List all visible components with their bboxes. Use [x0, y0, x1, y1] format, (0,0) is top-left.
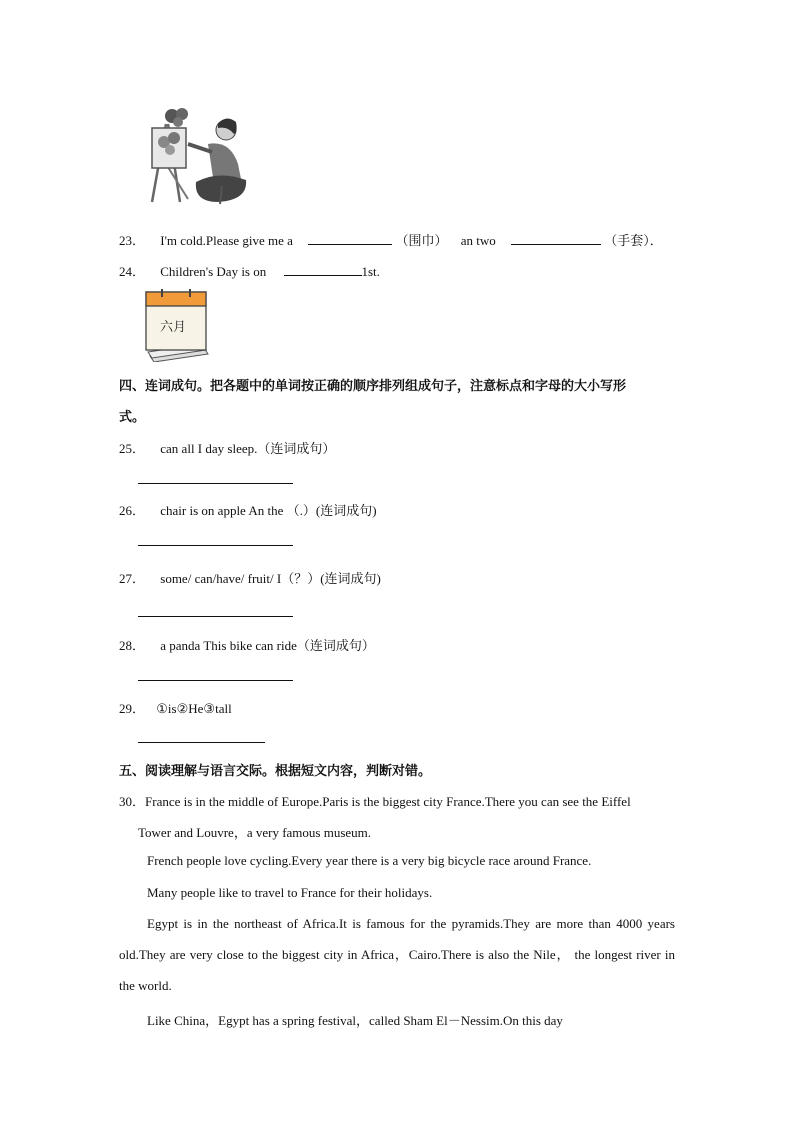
word-3: tall [215, 701, 232, 716]
circled-number-1: ① [156, 701, 168, 716]
illustration-woman-painting [138, 104, 250, 206]
passage-text: France is in the middle of Europe.Paris is the biggest city France.There you can see the Eiffel [145, 794, 631, 809]
section-4-heading: 四、连词成句。把各题中的单词按正确的顺序排列组成句子，注意标点和字母的大小写形 [119, 378, 627, 393]
question-text: I'm cold.Please give me a [160, 233, 293, 248]
passage-line-2: Tower and Louvre，a very famous museum. [138, 825, 372, 840]
question-24 [119, 261, 380, 280]
passage-paragraph-2: French people love cycling.Every year there is a very big bicycle race around France. [147, 853, 592, 868]
answer-line-25[interactable] [138, 483, 293, 484]
question-29 [119, 698, 232, 717]
question-23 [119, 230, 663, 249]
question-text: some/ can/have/ fruit/ I（？）(连词成句) [160, 571, 381, 586]
answer-blank-2[interactable] [511, 231, 601, 245]
question-number: 24． [119, 264, 146, 279]
question-number: 27． [119, 571, 146, 586]
question-number: 29． [119, 701, 146, 716]
question-text-2: 1st. [361, 264, 380, 279]
answer-line-29[interactable] [138, 742, 265, 743]
question-27 [119, 568, 381, 587]
circled-number-2: ② [176, 701, 189, 716]
question-number: 30． [119, 794, 146, 809]
answer-line-28[interactable] [138, 680, 293, 681]
word-1: is [167, 701, 177, 716]
section-4-heading-cont: 式。 [119, 409, 146, 424]
question-30-line-1 [119, 791, 631, 810]
question-28 [119, 635, 375, 654]
passage-paragraph-4: Egypt is in the northeast of Africa.It is famous for the pyramids.They are more than 4000 years old.They are very close to the biggest city in Africa，Cairo.There is also the Nile， the longest river in the world. [119, 916, 675, 993]
question-text-2: an two [460, 233, 496, 248]
question-number: 23． [119, 233, 146, 248]
question-text: Children's Day is on [160, 264, 267, 279]
hint-text-2: （手套）． [604, 233, 663, 248]
answer-blank[interactable] [284, 262, 362, 276]
answer-line-27[interactable] [138, 616, 293, 617]
passage-paragraph-3: Many people like to travel to France for their holidays. [147, 885, 433, 900]
question-26 [119, 500, 377, 519]
calendar-image [142, 288, 212, 362]
section-5-heading: 五、阅读理解与语言交际。根据短文内容，判断对错。 [119, 763, 432, 778]
question-text: can all I day sleep.（连词成句） [160, 441, 336, 456]
answer-line-26[interactable] [138, 545, 293, 546]
calendar-label: 六月 [160, 320, 187, 335]
question-text: a panda This bike can ride（连词成句） [160, 638, 375, 653]
answer-blank-1[interactable] [308, 231, 392, 245]
word-2: He [188, 701, 204, 716]
question-25 [119, 438, 335, 457]
question-number: 28． [119, 638, 146, 653]
hint-text: （围巾） [395, 233, 448, 248]
question-number: 26． [119, 503, 146, 518]
question-text: chair is on apple An the （.）(连词成句) [160, 503, 377, 518]
question-number: 25． [119, 441, 146, 456]
circled-number-3: ③ [203, 701, 216, 716]
passage-paragraph-5: Like China，Egypt has a spring festival，called Sham El－Nessim.On this day [147, 1013, 563, 1028]
